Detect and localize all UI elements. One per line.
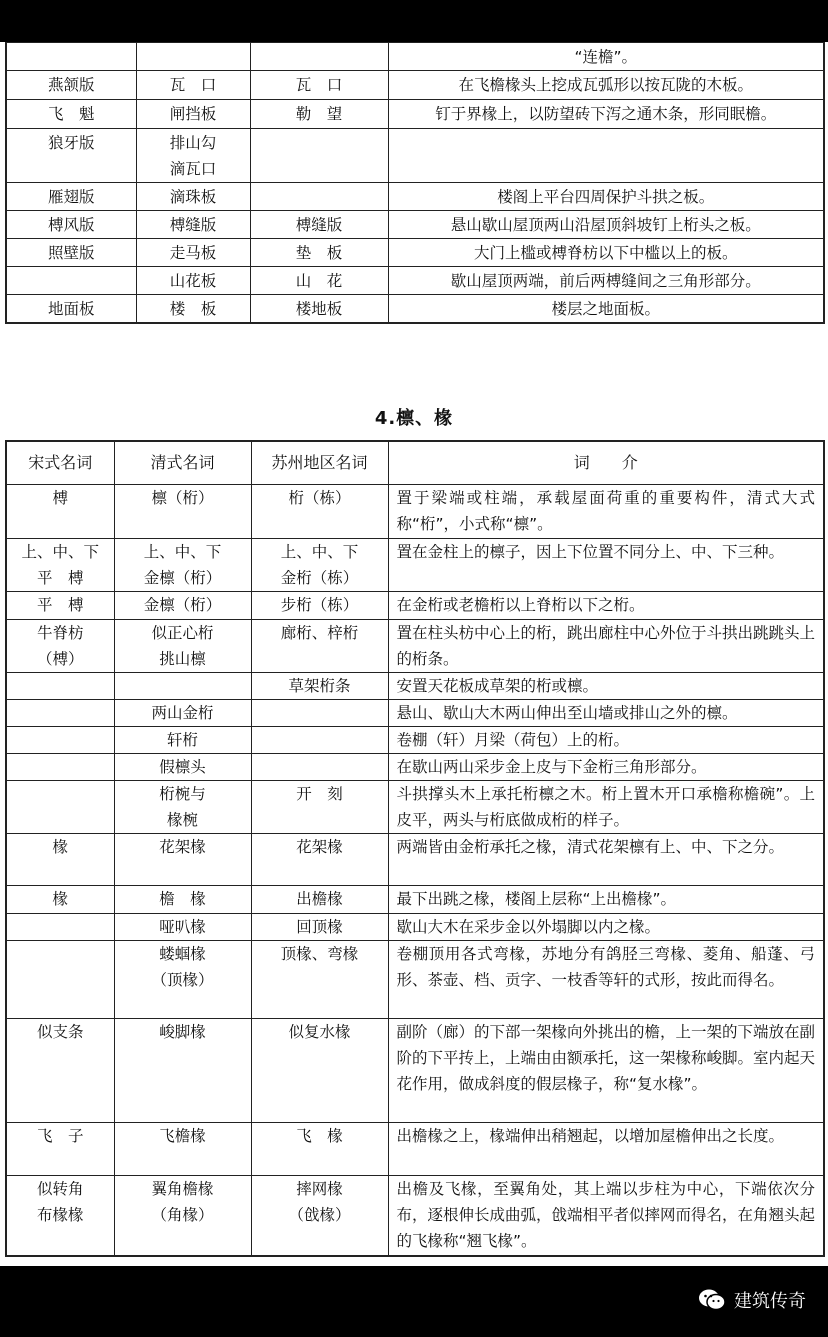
- cell-qing: 走马板: [136, 239, 250, 267]
- table-row: [6, 71, 824, 100]
- cell-desc: 出檐椽之上，椽端伸出稍翘起，以增加屋檐伸出之长度。: [388, 1123, 824, 1176]
- header-qing: 清式名词: [114, 441, 251, 485]
- section-title: 4.檩、椽: [374, 408, 454, 429]
- cell-suzhou: 山 花: [250, 267, 388, 295]
- table-row: [6, 941, 824, 1019]
- cell-suzhou: [250, 43, 388, 71]
- cell-desc: 在金桁或老檐桁以上脊桁以下之桁。: [388, 592, 824, 620]
- cell-suzhou: 飞 椽: [251, 1123, 388, 1176]
- purlin-rafter-table: [5, 440, 825, 1257]
- cell-suzhou: [251, 700, 388, 727]
- table-row: [6, 211, 824, 239]
- cell-desc: 楼阁上平台四周保护斗拱之板。: [388, 183, 824, 211]
- cell-qing: 排山勾 滴瓦口: [136, 129, 250, 183]
- table-row: [6, 754, 824, 781]
- cell-qing: 似正心桁 挑山檩: [114, 620, 251, 673]
- cell-suzhou: 回顶椽: [251, 914, 388, 941]
- cell-desc: [388, 129, 824, 183]
- table-row: [6, 673, 824, 700]
- cell-suzhou: [251, 754, 388, 781]
- cell-desc: 置于梁端或柱端，承载屋面荷重的重要构件，清式大式称“桁”，小式称“檩”。: [388, 485, 824, 539]
- cell-suzhou: 顶椽、弯椽: [251, 941, 388, 1019]
- table-row: [6, 239, 824, 267]
- table-row: [6, 1019, 824, 1123]
- table-row: [6, 267, 824, 295]
- cell-desc: 斗拱撑头木上承托桁檩之木。桁上置木开口承檐称檐碗”。上皮平，两头与桁底做成桁的样子。: [388, 781, 824, 834]
- table-header-row: [6, 441, 824, 485]
- header-suzhou: 苏州地区名词: [251, 441, 388, 485]
- cell-song: 狼牙版: [6, 129, 136, 183]
- table-row: [6, 183, 824, 211]
- cell-song: 燕颔版: [6, 71, 136, 100]
- cell-song: [6, 754, 114, 781]
- cell-song: 飞 子: [6, 1123, 114, 1176]
- cell-qing: 假檩头: [114, 754, 251, 781]
- document-page: [0, 42, 828, 1266]
- cell-qing: 桁椀与 椽椀: [114, 781, 251, 834]
- cell-qing: 瓦 口: [136, 71, 250, 100]
- cell-song: 飞 魁: [6, 100, 136, 129]
- cell-qing: 檐 椽: [114, 886, 251, 914]
- cell-song: [6, 727, 114, 754]
- cell-song: 似转角 布椽椽: [6, 1176, 114, 1256]
- cell-desc: 大门上槛或榑脊枋以下中槛以上的板。: [388, 239, 824, 267]
- cell-qing: 上、中、下 金檩（桁）: [114, 539, 251, 592]
- table-row: [6, 100, 824, 129]
- cell-desc: 两端皆由金桁承托之椽，清式花架檩有上、中、下之分。: [388, 834, 824, 886]
- brand-name: 建筑传奇: [734, 1291, 806, 1312]
- table-row: [6, 485, 824, 539]
- cell-suzhou: 草架桁条: [251, 673, 388, 700]
- cell-desc: 悬山歇山屋顶两山沿屋顶斜坡钉上桁头之板。: [388, 211, 824, 239]
- cell-song: 榑风版: [6, 211, 136, 239]
- cell-desc: 出檐及飞椽，至翼角处，其上端以步柱为中心，下端依次分布，逐根伸长成曲弧，戗端相平者似摔网而得名，在角翘头起的飞椽称“翘飞椽”。: [388, 1176, 824, 1256]
- cell-qing: 哑叭椽: [114, 914, 251, 941]
- cell-suzhou: 似复水椽: [251, 1019, 388, 1123]
- table-row: [6, 781, 824, 834]
- cell-song: 雁翅版: [6, 183, 136, 211]
- cell-suzhou: 垫 板: [250, 239, 388, 267]
- cell-qing: 花架椽: [114, 834, 251, 886]
- cell-suzhou: [251, 727, 388, 754]
- table-row: [6, 295, 824, 324]
- cell-suzhou: 上、中、下 金桁（栋）: [251, 539, 388, 592]
- table-row: [6, 592, 824, 620]
- cell-song: 照壁版: [6, 239, 136, 267]
- cell-suzhou: 摔网椽 （戗椽）: [251, 1176, 388, 1256]
- cell-suzhou: 勒 望: [250, 100, 388, 129]
- table-row: [6, 886, 824, 914]
- cell-qing: [136, 43, 250, 71]
- cell-song: [6, 781, 114, 834]
- cell-desc: “连檐”。: [388, 43, 824, 71]
- cell-desc: 楼层之地面板。: [388, 295, 824, 324]
- table-row: [6, 914, 824, 941]
- cell-desc: 歇山屋顶两端，前后两榑缝间之三角形部分。: [388, 267, 824, 295]
- cell-suzhou: 步桁（栋）: [251, 592, 388, 620]
- wechat-icon: [698, 1288, 726, 1312]
- cell-qing: 闸挡板: [136, 100, 250, 129]
- header-desc: 词 介: [388, 441, 824, 485]
- table-row: [6, 620, 824, 673]
- cell-desc: 在飞檐椽头上挖成瓦弧形以按瓦陇的木板。: [388, 71, 824, 100]
- cell-song: [6, 700, 114, 727]
- cell-song: 椽: [6, 886, 114, 914]
- table-row: [6, 1176, 824, 1256]
- cell-qing: 金檩（桁）: [114, 592, 251, 620]
- cell-suzhou: 桁（栋）: [251, 485, 388, 539]
- cell-song: 榑: [6, 485, 114, 539]
- cell-desc: 卷棚顶用各式弯椽，苏地分有鸽胫三弯椽、菱角、船蓬、弓形、茶壶、档、贡字、一枝香等轩的式形，按此而得名。: [388, 941, 824, 1019]
- cell-suzhou: 廊桁、梓桁: [251, 620, 388, 673]
- top-bar: [0, 0, 828, 42]
- cell-qing: 滴珠板: [136, 183, 250, 211]
- table-row: [6, 834, 824, 886]
- cell-suzhou: 楼地板: [250, 295, 388, 324]
- header-song: 宋式名词: [6, 441, 114, 485]
- brand-watermark: [698, 1287, 806, 1313]
- cell-qing: 山花板: [136, 267, 250, 295]
- cell-qing: 蝼蝈椽 （顶椽）: [114, 941, 251, 1019]
- cell-suzhou: [250, 183, 388, 211]
- cell-desc: 在歇山两山采步金上皮与下金桁三角形部分。: [388, 754, 824, 781]
- cell-qing: 峻脚椽: [114, 1019, 251, 1123]
- board-terms-table: [5, 42, 825, 324]
- cell-qing: 飞檐椽: [114, 1123, 251, 1176]
- cell-suzhou: 花架椽: [251, 834, 388, 886]
- cell-song: [6, 43, 136, 71]
- cell-suzhou: 榑缝版: [250, 211, 388, 239]
- cell-suzhou: [250, 129, 388, 183]
- bottom-bar: [0, 1266, 828, 1337]
- cell-desc: 悬山、歇山大木两山伸出至山墙或排山之外的檩。: [388, 700, 824, 727]
- table-row: [6, 43, 824, 71]
- cell-desc: 置在金柱上的檩子，因上下位置不同分上、中、下三种。: [388, 539, 824, 592]
- cell-desc: 钉于界椽上，以防望砖下泻之通木条，形同眠檐。: [388, 100, 824, 129]
- table-row: [6, 539, 824, 592]
- cell-song: 地面板: [6, 295, 136, 324]
- cell-qing: 两山金桁: [114, 700, 251, 727]
- cell-song: [6, 941, 114, 1019]
- table-row: [6, 700, 824, 727]
- cell-suzhou: 出檐椽: [251, 886, 388, 914]
- table-row: [6, 129, 824, 183]
- table-row: [6, 1123, 824, 1176]
- cell-qing: 榑缝版: [136, 211, 250, 239]
- cell-song: [6, 914, 114, 941]
- cell-desc: 最下出跳之椽，楼阁上层称“上出檐椽”。: [388, 886, 824, 914]
- cell-song: 上、中、下 平 榑: [6, 539, 114, 592]
- cell-song: [6, 673, 114, 700]
- cell-song: 椽: [6, 834, 114, 886]
- cell-song: [6, 267, 136, 295]
- cell-qing: [114, 673, 251, 700]
- cell-qing: 轩桁: [114, 727, 251, 754]
- cell-desc: 歇山大木在采步金以外塌脚以内之椽。: [388, 914, 824, 941]
- cell-qing: 翼角檐椽 （角椽）: [114, 1176, 251, 1256]
- cell-desc: 安置天花板成草架的桁或檩。: [388, 673, 824, 700]
- cell-song: 似支条: [6, 1019, 114, 1123]
- cell-suzhou: 瓦 口: [250, 71, 388, 100]
- cell-song: 牛脊枋 （榑）: [6, 620, 114, 673]
- cell-desc: 卷棚（轩）月梁（荷包）上的桁。: [388, 727, 824, 754]
- cell-qing: 楼 板: [136, 295, 250, 324]
- cell-desc: 副阶（廊）的下部一架椽向外挑出的檐，上一架的下端放在副阶的下平抟上，上端由由额承托，这一架椽称峻脚。室内起天花作用，做成斜度的假层椽子，称“复水椽”。: [388, 1019, 824, 1123]
- cell-suzhou: 开 刻: [251, 781, 388, 834]
- cell-song: 平 榑: [6, 592, 114, 620]
- table-row: [6, 727, 824, 754]
- cell-qing: 檩（桁）: [114, 485, 251, 539]
- cell-desc: 置在柱头枋中心上的桁，跳出廊柱中心外位于斗拱出跳跳头上的桁条。: [388, 620, 824, 673]
